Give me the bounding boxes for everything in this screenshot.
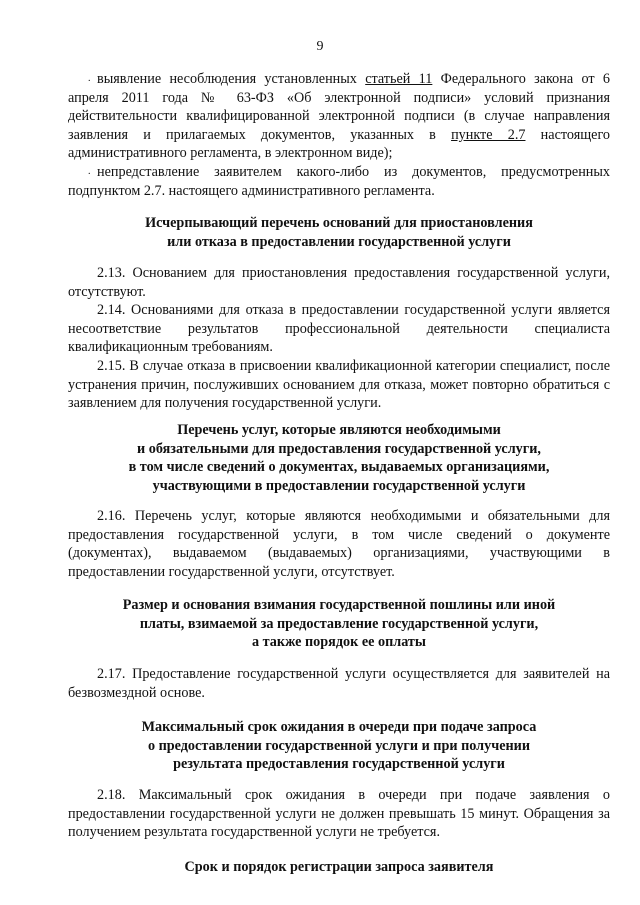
link-clause-2-7[interactable]: пункте 2.7 xyxy=(451,126,526,143)
section-body-2 xyxy=(68,507,610,581)
section-body-3 xyxy=(68,665,610,702)
section-heading-1: Исчерпывающий перечень оснований для приостановления или отказа в предоставлении государственной услуги xyxy=(145,215,533,250)
section-body-4 xyxy=(68,786,610,842)
section-body-1 xyxy=(68,264,610,413)
section-heading-4: Максимальный срок ожидания в очереди при подаче запроса о предоставлении государственной услуги и при получении результата предоставления государственной услуги xyxy=(141,719,537,773)
bullet-item-1: . выявление несоблюдения установленных статьей 11 Федерального закона от 6 апреля 2011 года № 63-ФЗ «Об электронной подписи» условий признания действительности квалифицированной электронной подписи (в случае направления заявления и прилагаемых документов, указанных в пункте 2.7 настоящего административного регламента, в электронном виде); xyxy=(68,71,611,162)
paragraph-2-17: 2.17. Предоставление государственной услуги осуществляется для заявителей на безвозмездной основе. xyxy=(68,666,610,701)
bullet-mark: . xyxy=(88,166,91,177)
paragraph-2-16: 2.16. Перечень услуг, которые являются необходимыми и обязательными для предоставления государственной услуги, в том числе сведений о документе (документах), выдаваемом (выдаваемых) организациями, участвующими в предоставлении государственной услуги, отсутствует. xyxy=(68,508,610,580)
paragraph-2-18: 2.18. Максимальный срок ожидания в очереди при подаче заявления о предоставлении государственной услуги не должен превышать 15 минут. Обращения за получением результата государственной услуги не требуется. xyxy=(68,787,610,841)
bullet-item-2: . непредставление заявителем какого-либо из документов, предусмотренных подпунктом 2.7. настоящего административного регламента. xyxy=(68,164,610,199)
section-heading-2: Перечень услуг, которые являются необходимыми и обязательными для предоставления государственной услуги, в том числе сведений о документах, выдаваемых организациями, участвующими в предоставлении государственной услуги xyxy=(128,422,550,494)
page-number: 9 xyxy=(316,39,324,54)
paragraph-2-14: 2.14. Основаниями для отказа в предоставлении государственной услуги является несоответствие результатов профессиональной деятельности специалиста квалификационным требованиям. xyxy=(68,302,610,356)
paragraph-2-15: 2.15. В случае отказа в присвоении квалификационной категории специалист, после устранения причин, послуживших основанием для отказа, может повторно обратиться с заявлением для получения государственной услуги. xyxy=(68,357,610,412)
paragraph-2-13: 2.13. Основанием для приостановления предоставления государственной услуги, отсутствуют. xyxy=(68,265,610,300)
section-heading-5: Срок и порядок регистрации запроса заявителя xyxy=(184,859,494,875)
bullet-mark: . xyxy=(88,73,91,84)
link-article-11[interactable]: статьей 11 xyxy=(365,71,433,87)
bullet-list xyxy=(68,70,610,163)
section-heading-3: Размер и основания взимания государственной пошлины или иной платы, взимаемой за предоставление государственной услуги, а также порядок ее оплаты xyxy=(122,597,556,651)
bullet-list-2 xyxy=(68,163,610,200)
